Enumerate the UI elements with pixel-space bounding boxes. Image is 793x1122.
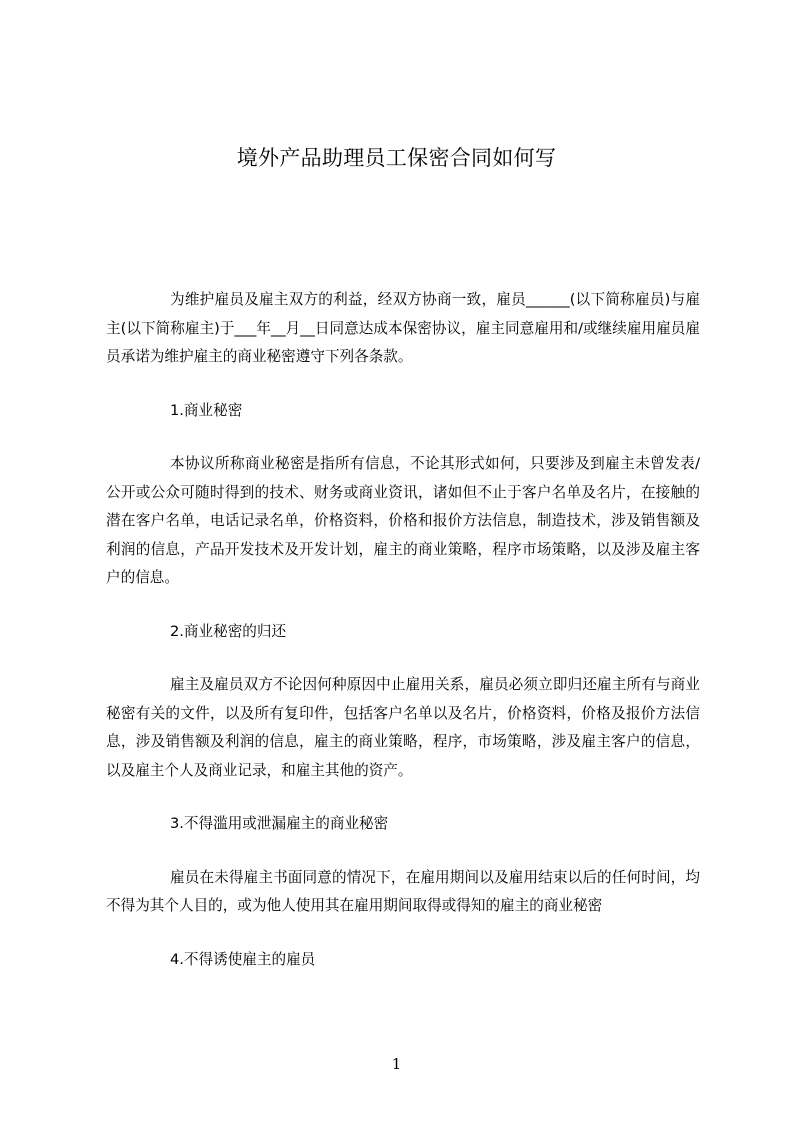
document-body	[106, 286, 700, 999]
document-title: 境外产品助理员工保密合同如何写	[236, 146, 557, 170]
page-number: 1	[391, 1055, 402, 1073]
section-heading-4: 4.不得诱使雇主的雇员	[170, 950, 316, 968]
section-heading-2: 2.商业秘密的归还	[170, 622, 287, 640]
section-paragraph-3: 雇员在未得雇主书面同意的情况下，在雇用期间以及雇用结束以后的任何时间，均不得为其个人目的，或为他人使用其在雇用期间取得或得知的雇主的商业秘密	[106, 868, 700, 914]
section-heading-3: 3.不得滥用或泄漏雇主的商业秘密	[170, 815, 389, 832]
section-paragraph-2: 雇主及雇员双方不论因何种原因中止雇用关系，雇员必须立即归还雇主所有与商业秘密有关的文件，以及所有复印件，包括客户名单以及名片，价格资料，价格及报价方法信息，涉及销售额及利润的信息，雇主的商业策略，程序，市场策略，涉及雇主客户的信息，以及雇主个人及商业记录，和雇主其他的资产。	[106, 676, 700, 779]
intro-paragraph: 为维护雇员及雇主双方的利益，经双方协商一致，雇员______(以下简称雇员)与雇主(以下简称雇主)于___年__月__日同意达成本保密协议，雇主同意雇用和/或继续雇用雇员雇员承诺为维护雇主的商业秘密遵守下列各条款。	[106, 291, 700, 365]
section-paragraph-1: 本协议所称商业秘密是指所有信息，不论其形式如何，只要涉及到雇主未曾发表/公开或公众可随时得到的技术、财务或商业资讯，诸如但不止于客户名单及名片，在接触的潜在客户名单，电话记录名单，价格资料，价格和报价方法信息，制造技术，涉及销售额及利润的信息，产品开发技术及开发计划，雇主的商业策略，程序市场策略，以及涉及雇主客户的信息。	[106, 455, 700, 586]
section-heading-1: 1.商业秘密	[170, 401, 243, 419]
